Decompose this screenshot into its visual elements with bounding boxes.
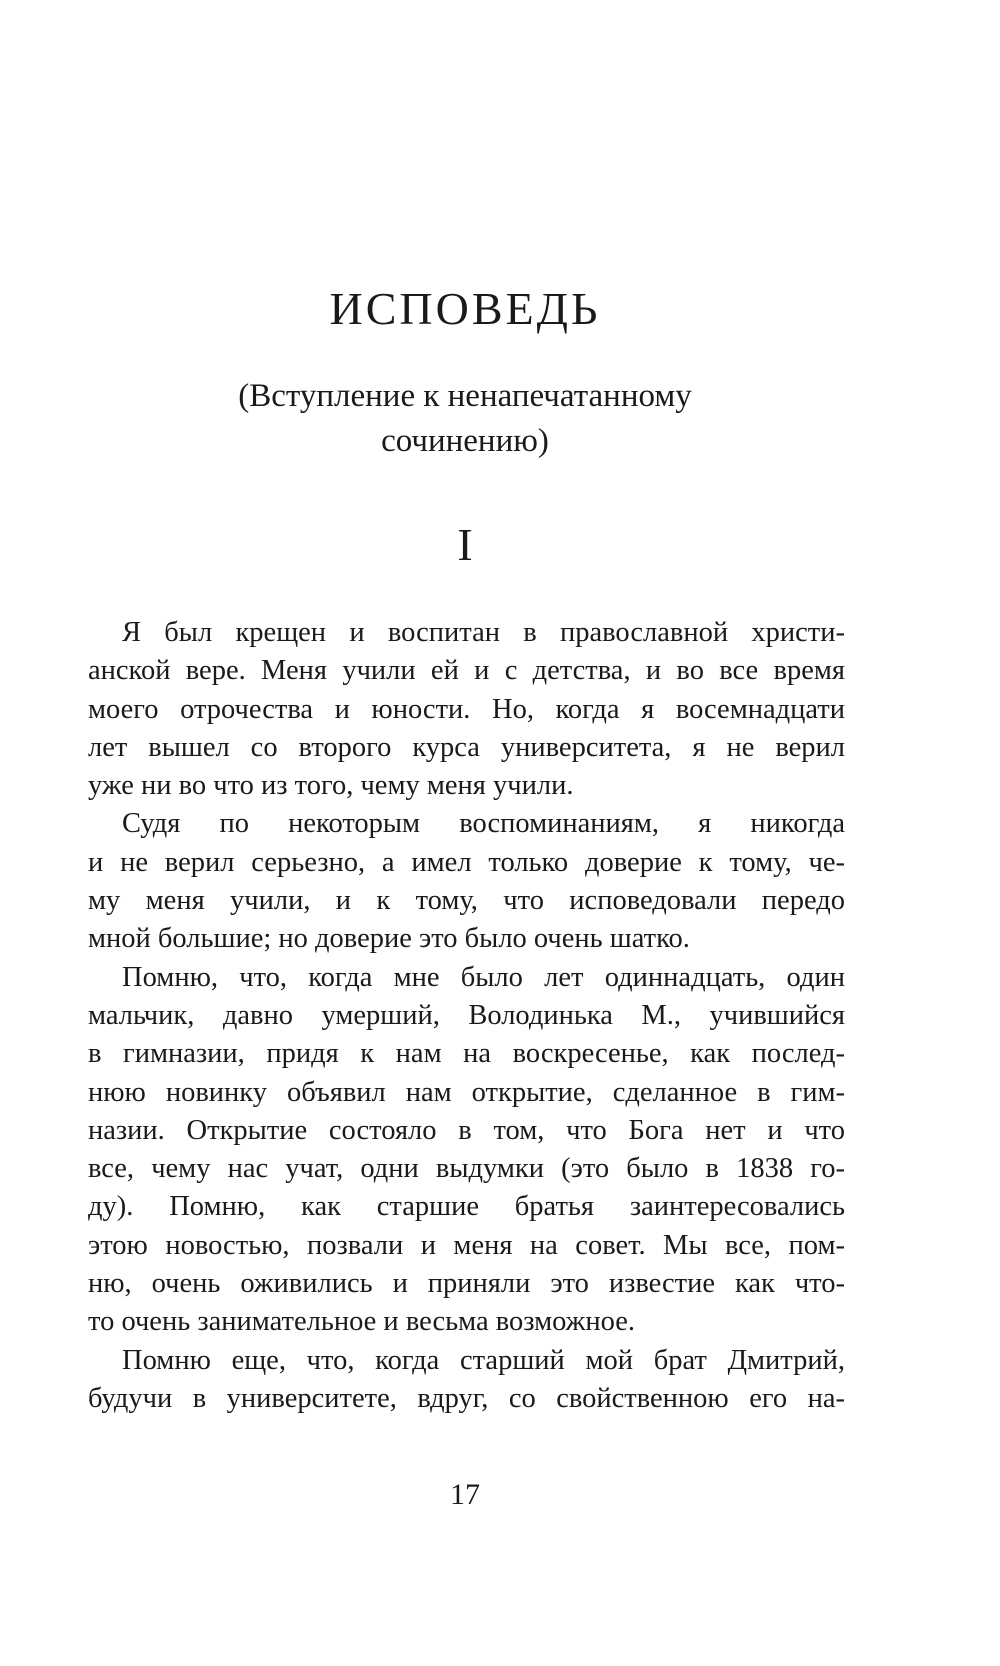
body-text	[88, 614, 845, 1418]
text-line: мальчик, давно умерший, Володинька М., учившийся	[88, 999, 845, 1031]
text-line: лет вышел со второго курса университета, я не верил	[88, 731, 845, 763]
text-line: и не верил серьезно, а имел только доверие к тому, че-	[88, 846, 845, 878]
subtitle-line: (Вступление к ненапечатанному	[238, 378, 692, 414]
text-line: этою новостью, позвали и меня на совет. Мы все, пом-	[88, 1229, 845, 1261]
text-line: назии. Открытие состояло в том, что Бога нет и что	[88, 1114, 845, 1146]
text-line: Помню, что, когда мне было лет одиннадцать, один	[122, 961, 845, 993]
text-line: Судя по некоторым воспоминаниям, я никогда	[122, 808, 845, 840]
text-line: уже ни во что из того, чему меня учили.	[88, 770, 574, 802]
chapter-title: ИСПОВЕДЬ	[329, 283, 601, 334]
chapter-subtitle	[0, 374, 930, 464]
text-line: в гимназии, придя к нам на воскресенье, как послед-	[88, 1038, 845, 1070]
text-line: ду). Помню, как старшие братья заинтересовались	[88, 1191, 845, 1223]
text-line: Помню еще, что, когда старший мой брат Дмитрий,	[122, 1344, 845, 1376]
text-line: моего отрочества и юности. Но, когда я восемнадцати	[88, 693, 845, 725]
paragraph	[88, 1342, 845, 1419]
page-number: 17	[450, 1478, 480, 1511]
paragraph	[88, 959, 845, 1342]
text-line: анской вере. Меня учили ей и с детства, и во все время	[88, 655, 845, 687]
text-line: будучи в университете, вдруг, со свойственною его на-	[88, 1382, 845, 1414]
paragraph	[88, 614, 845, 805]
text-line: нюю новинку объявил нам открытие, сделанное в гим-	[88, 1076, 845, 1108]
paragraph	[88, 805, 845, 958]
subtitle-line: сочинению)	[381, 423, 549, 459]
text-line: Я был крещен и воспитан в православной христи-	[122, 617, 845, 648]
section-number: I	[457, 519, 473, 570]
text-line: ню, очень оживились и приняли это известие как что-	[88, 1268, 845, 1300]
text-line: то очень занимательное и весьма возможное.	[88, 1306, 635, 1338]
text-line: му меня учили, и к тому, что исповедовали передо	[88, 885, 845, 917]
text-line: мной большие; но доверие это было очень шатко.	[88, 923, 690, 955]
text-line: все, чему нас учат, одни выдумки (это было в 1838 го-	[88, 1153, 845, 1185]
